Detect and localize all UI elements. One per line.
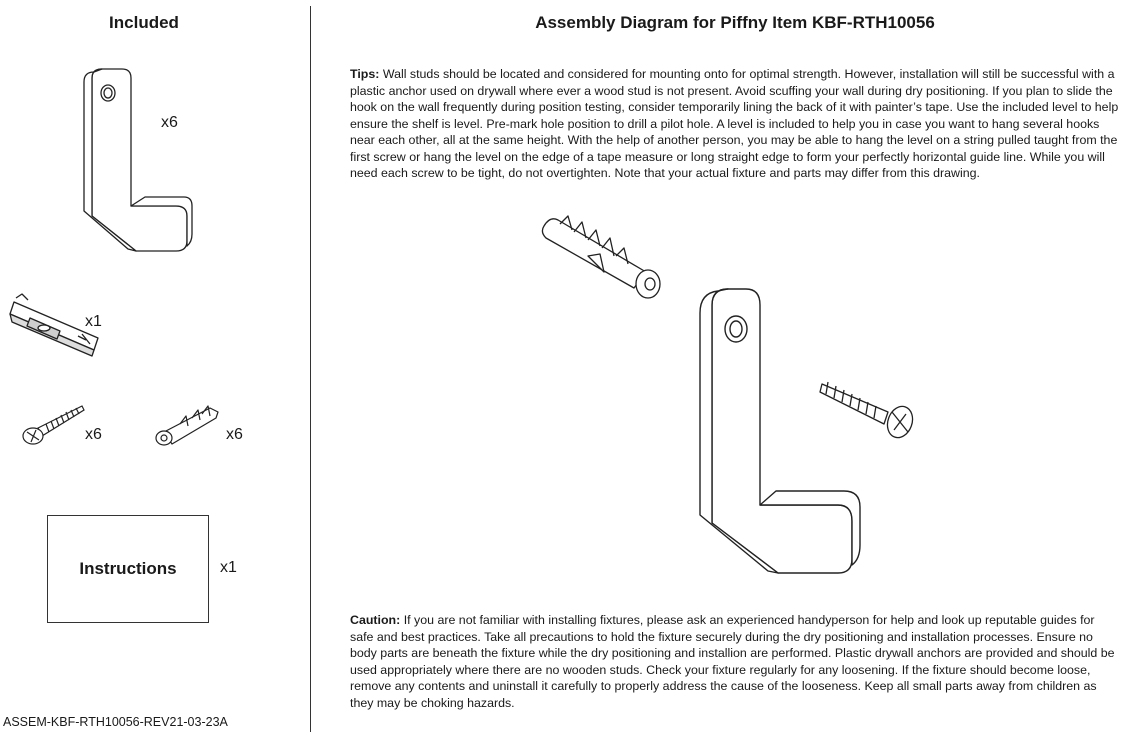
tips-label: Tips: — [350, 67, 380, 81]
hook-quantity: x6 — [161, 114, 178, 131]
page-title: Assembly Diagram for Piffny Item KBF-RTH10056 — [535, 13, 935, 32]
hook-drawing-small — [76, 66, 196, 256]
instructions-quantity: x1 — [220, 559, 237, 576]
included-title: Included — [109, 13, 179, 32]
anchor-quantity: x6 — [226, 426, 243, 443]
caution-paragraph — [350, 612, 1120, 711]
screw-icon — [18, 402, 88, 452]
caution-label: Caution: — [350, 613, 401, 627]
document-code: ASSEM-KBF-RTH10056-REV21-03-23A — [3, 715, 228, 729]
screw-drawing-large — [818, 376, 918, 442]
instructions-label: Instructions — [79, 559, 177, 578]
column-divider — [310, 6, 311, 732]
screw-quantity: x6 — [85, 426, 102, 443]
caution-text: If you are not familiar with installing fixtures, please ask an experienced handyperson for help and look up reputable guides for safe and best practices. Take all precautions to hold the fixture securely during the dry positioning and installation processes. Ensure no body parts are beneath the fixture while the dry positioning and installion are performed. Plastic drywall anchors are provided and should be used appropriately where there are no wooden studs. Check your fixture regularly for any loosening. If the fixture should become loose, remove any contents and uninstall it carefully to properly address the cause of the looseness. Keep all small parts away from children as they may be choking hazards. — [350, 613, 1115, 710]
instructions-sheet — [47, 515, 209, 623]
anchor-drawing-large — [538, 210, 668, 305]
anchor-icon — [150, 402, 225, 452]
tips-text: Wall studs should be located and considered for mounting onto for optimal strength. However, installation will still be successful with a plastic anchor used on drywall where ever a wood stud is not present. Avoid scuffing your wall during dry positioning. If you plan to slide the hook on the wall frequently during position testing, consider temporarily lining the back of it with painter’s tape. Use the included level to help ensure the shelf is level. Pre-mark hole position to drill a pilot hole. A level is included to help you in case you want to hang several hooks near each other, all at the same height. With the help of another person, you may be able to hang the level on a string pulled taught from the first screw or hang the level on the edge of a tape measure or long straight edge to form your perfectly horizontal guide line. While you will need each screw to be tight, do not overtighten. Note that your actual fixture and parts may differ from this drawing. — [350, 67, 1119, 180]
tips-paragraph — [350, 66, 1120, 182]
level-quantity: x1 — [85, 313, 102, 330]
